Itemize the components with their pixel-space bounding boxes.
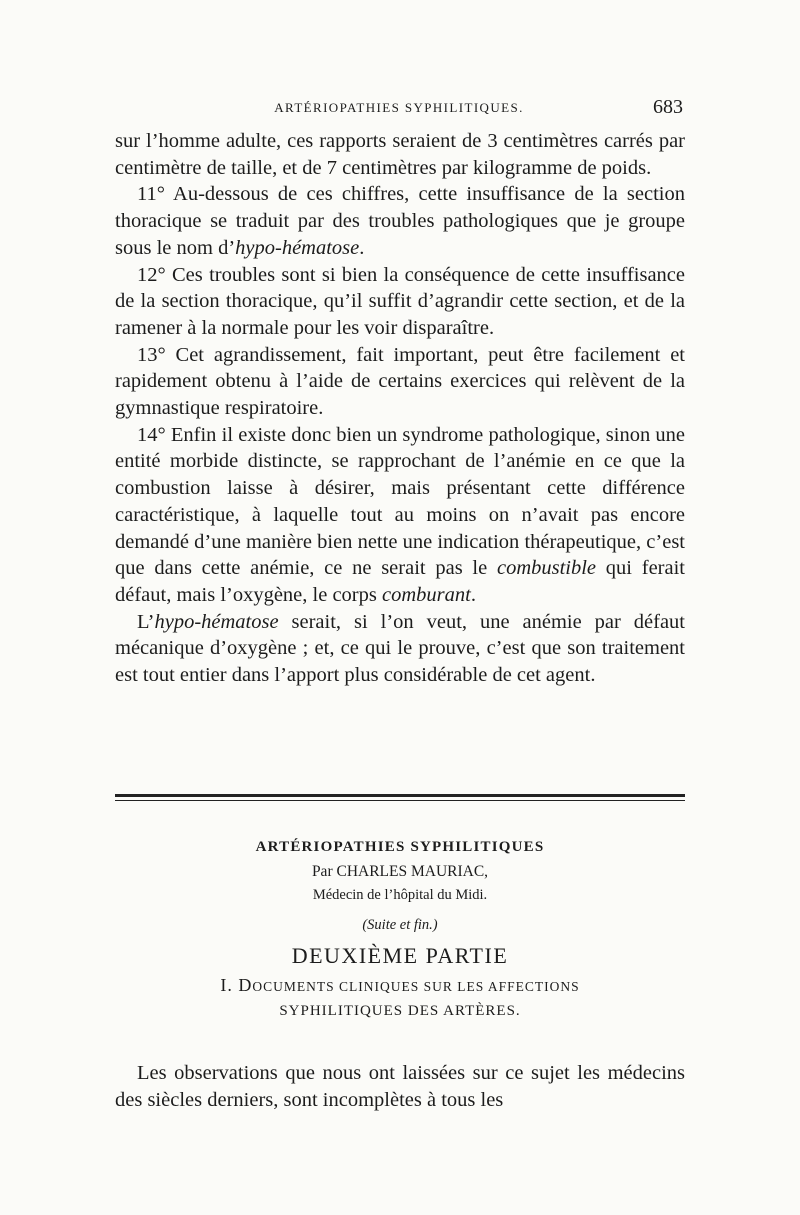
text-run: 12° Ces troubles sont si bien la conséquence de cette insuffisance de la section thoracique, qu’il suffit d’agrandir cette section, et de la ramener à la normale pour les voir disparaître.	[115, 263, 685, 339]
text-run: 14° Enfin il existe donc bien un syndrome pathologique, sinon une entité morbide distincte, se rapprochant de l’anémie en ce que la combustion laisse à désirer, mais présentant cette différence caractéristique, à laquelle tout au moins on n’avait pas encore demandé d’une manière bien nette une indication thérapeutique, c’est que dans cette anémie, ce ne serait pas le	[115, 423, 685, 580]
section-title-line2: SYPHILITIQUES DES ARTÈRES.	[279, 1003, 521, 1019]
italic-term: hypo-hématose	[154, 610, 279, 633]
running-header	[115, 96, 683, 126]
text-run: sur l’homme adulte, ces rapports seraient de 3 centimètres carrés par centimètre de taille, et de 7 centimètres par kilogramme de poids.	[115, 130, 685, 179]
section-title	[115, 972, 685, 1000]
article-title: ARTÉRIOPATHIES SYPHILITIQUES	[255, 839, 545, 855]
text-run: qui ferait défaut, mais l’oxygène, le corps	[115, 557, 685, 606]
part-title: DEUXIÈME PARTIE	[291, 943, 509, 968]
paragraph-12	[115, 262, 685, 342]
paragraph-14	[115, 422, 685, 609]
author-affiliation: Médecin de l’hôpital du Midi.	[312, 887, 488, 903]
text-run: .	[359, 236, 365, 259]
text-run: serait, si l’on veut, une anémie par défaut mécanique d’oxygène ; et, ce qui le prouve, c’est que son traitement est tout entier dans l’apport plus considérable de cet agent.	[115, 610, 685, 687]
new-article-text	[115, 1060, 685, 1114]
section-number: I.	[220, 975, 233, 995]
separator-rule-thin	[115, 800, 685, 801]
paragraph-continuation	[115, 128, 685, 181]
continued-note: (Suite et fin.)	[362, 917, 438, 933]
italic-term: comburant	[381, 583, 471, 606]
separator-rule-thick	[115, 794, 685, 797]
paragraph-13	[115, 342, 685, 422]
previous-article-text	[115, 128, 685, 689]
paragraph-11	[115, 181, 685, 261]
paragraph-conclusion	[115, 609, 685, 689]
text-run: 11° Au-dessous de ces chiffres, cette insuffisance de la section thoracique se traduit par des troubles pathologiques que je groupe sous le nom d’	[115, 183, 685, 259]
italic-term: combustible	[496, 557, 597, 580]
page-number: 683	[653, 96, 683, 118]
article-author: Par CHARLES MAURIAC,	[311, 863, 489, 880]
italic-term: hypo-hématose	[235, 236, 360, 259]
text-run: L’	[137, 610, 155, 633]
section-title-initial: D	[238, 975, 253, 995]
paragraph-observations: Les observations que nous ont laissées sur ce sujet les médecins des siècles derniers, sont incomplètes à tous les	[115, 1062, 685, 1111]
text-run: .	[470, 583, 476, 606]
section-title-rest: OCUMENTS CLINIQUES SUR LES AFFECTIONS	[252, 979, 580, 994]
running-title: ARTÉRIOPATHIES SYPHILITIQUES.	[274, 100, 524, 115]
article-header	[115, 836, 685, 1022]
text-run: 13° Cet agrandissement, fait important, peut être facilement et rapidement obtenu à l’aide de certains exercices qui relèvent de la gymnastique respiratoire.	[115, 343, 685, 420]
